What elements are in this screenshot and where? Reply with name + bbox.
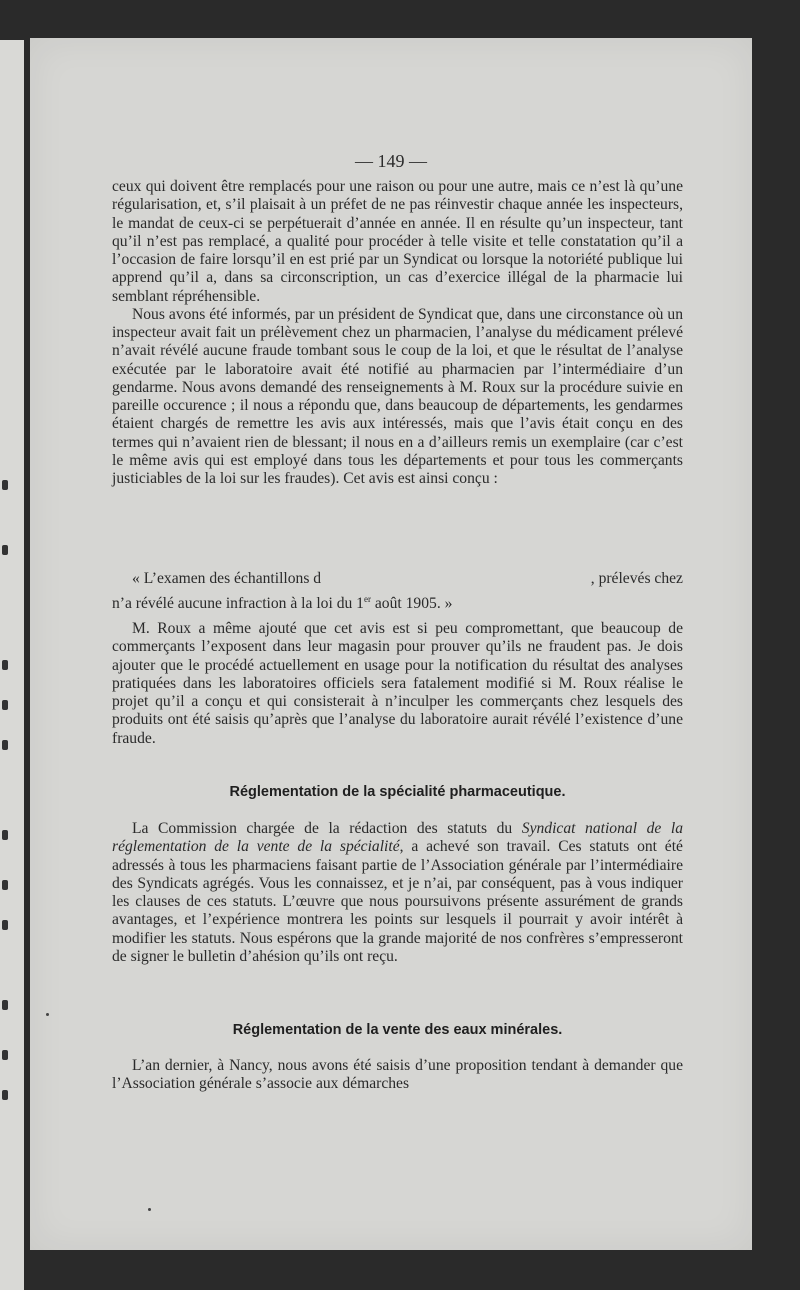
section-heading-specialite: Réglementation de la spécialité pharmaceutique.	[229, 784, 566, 800]
paper-speck	[46, 1013, 49, 1016]
paragraph-4-start: La Commission chargée de la rédaction des statuts du	[132, 820, 522, 837]
paragraph-inspection-notice: Nous avons été informés, par un président de Syndicat que, dans une circonstance où un inspecteur avait fait un prélèvement chez un pharmacien, l’analyse du médicament prélevé n’avait révélé aucune fraude tombant sous le coup de la loi, et que le résultat de l’analyse exécutée par le laboratoire avait été notifié au pharmacien par l’intermédiaire d’un gendarme. Nous avons demandé des renseignements à M. Roux sur la procédure suivie en pareille occurence ; il nous a répondu que, dans beaucoup de départements, les gendarmes étaient chargés de remettre les avis aux intéressés, mais que l’avis était conçu en des termes qui n’avaient rien de blessant; il nous en a d’ailleurs remis un exemplaire (car c’est le même avis qui est employé dans tous les départements et pour tous les commerçants justiciables de la loi sur les fraudes). Cet avis est ainsi conçu :	[112, 305, 683, 487]
quote-superscript: er	[363, 594, 371, 604]
body-text-block-4	[112, 1057, 683, 1094]
adjacent-page-marks	[0, 40, 24, 1290]
paragraph-4-end: , a achevé son travail. Ces statuts ont été adressés à tous les pharmaciens faisant partie de l’Association générale par l’intermédiaire des Syndicats agrégés. Vous les connaissez, et je n’ai, par conséquent, pas à vous indiquer les clauses de ces statuts. L’œuvre que nous poursuivons présente assurément de grands avantages, et l’expérience montrera les points sur lesquels il pourrait y avoir intérêt à modifier les statuts. Nous espérons que la grande majorité de nos confrères s’empresseront de signer le bulletin d’ahésion qu’ils ont reçu.	[112, 838, 683, 965]
section-heading-eaux-minerales: Réglementation de la vente des eaux minérales.	[232, 1022, 563, 1038]
page-number: — 149 —	[355, 151, 427, 171]
syndicat-name-italic: Syndicat national de la réglementation de la vente de la spécialité	[112, 820, 683, 856]
document-page	[30, 38, 752, 1250]
paragraph-commission-statuts	[112, 820, 683, 966]
quote-line-1-start: « L’examen des échantillons d	[132, 570, 322, 587]
quote-line-1-end: , prélevés chez	[590, 570, 683, 587]
body-text-block-1	[112, 178, 683, 488]
paragraph-nancy-proposition: L’an dernier, à Nancy, nous avons été saisis d’une proposition tendant à demander que l’Association générale s’associe aux démarches	[112, 1057, 683, 1093]
quoted-notice	[112, 569, 683, 614]
quote-line-2-start: n’a révélé aucune infraction à la loi du 1	[112, 595, 364, 613]
quote-line-2-end: août 1905. »	[370, 595, 453, 613]
paragraph-roux-projet: M. Roux a même ajouté que cet avis est si peu compromettant, que beaucoup de commerçants l’exposent dans leur magasin pour prouver qu’ils ne fraudent pas. Je dois ajouter que le procédé actuellement en usage pour la notification du résultat des analyses pratiquées dans les laboratoires officiels sera fatalement modifié si M. Roux réalise le projet qu’il a conçu et qui consisterait à n’inculper les commerçants chez lesquels des produits ont été saisis qu’après que l’analyse du laboratoire aurait révélé l’existence d’une fraude.	[112, 620, 683, 747]
paper-speck	[148, 1208, 151, 1211]
paragraph-continuation: ceux qui doivent être remplacés pour une raison ou pour une autre, mais ce n’est là qu’une régularisation, et, s’il plaisait à un préfet de ne pas réinvestir chaque année les inspecteurs, le mandat de ceux-ci se perpétuerait d’année en année. Il en résulte qu’un inspecteur, tant qu’il n’est pas remplacé, a qualité pour procéder à telle visite et telle constatation qu’il a l’occasion de faire lorsqu’il en est prié par un Syndicat ou lorsque la notoriété publique lui apprend qu’il a, dans sa circonscription, un cas d’exercice illégal de la pharmacie lui semblant répréhensible.	[112, 178, 683, 305]
body-text-block-3	[112, 820, 683, 966]
body-text-block-2	[112, 620, 683, 748]
